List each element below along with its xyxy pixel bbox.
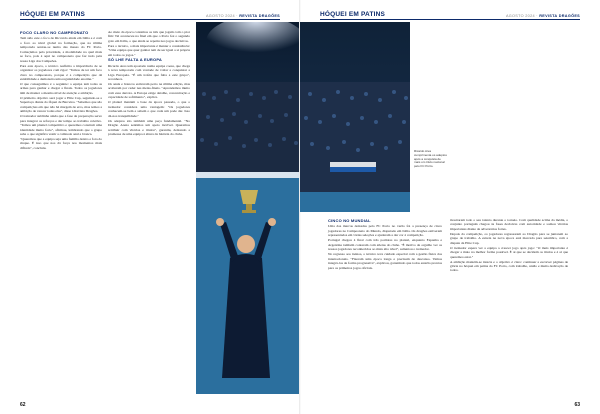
- left-column-1: [20, 30, 102, 151]
- paragraph: O que conseguimos é o seguinte: a equipa tem todas as armas para ganhar e chegar a finais. Todos os jogadores têm de manter o mesmo nível de atenção e ambição.: [20, 81, 102, 95]
- paragraph: O plantel mantém a base da época passada, o que o treinador considera uma vantagem: "Os jogadores conhecem-se bem e sabem o que cada um pode dar. Isso dá-nos tranquilidade.": [108, 100, 190, 118]
- right-column-1: [328, 218, 442, 270]
- arena-photo-right: [300, 22, 410, 212]
- left-column-2: [108, 30, 190, 137]
- paragraph: Uma das marcas deixadas pelo FC Porto no verão foi a presença de cinco jogadores no Campeonato do Mundo, disputado em Itália. Os dragões estiveram representados em várias seleções e ajudaram a dar cor à competição.: [328, 224, 442, 238]
- subheading: FOCO CLARO NO CAMPEONATO: [20, 30, 89, 35]
- paragraph: mostraram todo o seu talento durante o torneio. Com qualidade acima da média, o conjunto português chegou às fases decisivas com autoridade e somou vitórias importantes diante de adversários fortes.: [450, 218, 568, 231]
- paragraph: Ao meio da época contamos os três que jogam com o pior fim: Tal aconteceu na final em que o Porto fez o segundo golo em Itália, o que ainda se repetiu nos jogos decisivos.: [108, 30, 190, 43]
- paragraph: Portugal chegou à final com três portistas no plantel, enquanto Espanha e Argentina também contaram com atletas do clube. "É motivo de orgulho ver os nossos jogadores reconhecidos ao mais alto nível", salientou o treinador.: [328, 238, 442, 252]
- paragraph: O primeiro objetivo será jogar a Elite Cup, seguindo-se a Supertaça diante do Óquei de Barcelos. "Sabemos que são competições em que não há margem de erro, mas temos a ambição de vencer todas elas", disse à Revista Dragões.: [20, 95, 102, 114]
- section-tag: HÓQUEI EM PATINS: [20, 11, 86, 18]
- right-page: [300, 0, 600, 414]
- issue-label: AGOSTO 2024 · REVISTA DRAGÕES: [205, 14, 280, 18]
- right-header: [320, 8, 580, 18]
- header-rule: [20, 19, 280, 20]
- photo-caption: Ricardo Ares cumprimenta os adeptos após a conquista de mais um título nacional pelo FC Porto.: [414, 149, 447, 169]
- arena-photo-left: [196, 22, 300, 394]
- paragraph: Os adeptos são também uma peça fundamental. "No Dragão Arena sentimos um apoio incrível. Queremos retribuir com vitórias e títulos", garantiu, deixando a promessa de uma equipa à altura da história do clube.: [108, 118, 190, 136]
- arena-photo-art: [300, 22, 410, 212]
- arena-photo-art: [196, 22, 300, 394]
- paragraph: Ricardo Ares tem apostado numa equipa coesa, que chega à nova temporada com vontade de voltar a conquistar a Liga Europeia. "É um troféu que falta a este grupo", reconhece.: [108, 63, 190, 82]
- paragraph: Para esta época, o técnico reafirma a importância de se organizar os jogadores com rigor: "Temos de ter um foco claro no campeonato, porque é a competição que dá estabilidade e demonstra uma regularidade enorme.": [20, 63, 102, 82]
- paragraph: Os azuis e brancos estiveram perto na última edição, mas acabaram por ceder nas meias-finais. "Aprendemos muito com essa derrota. A Europa exige detalhe, concentração e capacidade de sofrimento", explica.: [108, 81, 190, 100]
- subheading: CINCO NO MUNDIAL: [328, 218, 371, 223]
- right-column-2: [450, 218, 568, 273]
- paragraph: Tem sido este o foco de Riccardo ainda em Itália e é com o foco ao nível global na formação, que na última temporada sentou-se numa das mesas do FC Porto. Começámos pela prioridade, a modalidade na qual mais se foca, pois é aqui no campeonato que faz tudo pela nossa Liga dos Campeões.: [20, 36, 102, 63]
- left-header: [20, 8, 280, 18]
- header-rule: [320, 19, 580, 20]
- paragraph: O treinador espera ver a equipa a crescer jogo após jogo: "O mais importante é chegar a maio na melhor forma possível. É aí que se decidem os títulos e é aí que queremos estar.": [450, 245, 568, 259]
- paragraph: No regresso aos treinos, o técnico teve cuidado especial com a gestão física dos internacionais. "Fizeram uma época longa e precisam de descanso. Vamos integrá-los de forma progressiva", explicou, garantindo que todos estarão prontos para os primeiros jogos oficiais.: [328, 252, 442, 270]
- subheading: SÓ LHE FALTA A EUROPA: [108, 57, 162, 63]
- paragraph: O treinador sublinha ainda que a fase de preparação serve para integrar os reforços e dar tempo ao trabalho coletivo. "Temos um plantel competitivo e queremos construir uma identidade muito forte", afirmou, lembrando que o grupo sabe o que significa vestir a camisola azul e branca.: [20, 114, 102, 136]
- page-number-right: 63: [574, 402, 580, 408]
- paragraph: A ambição mantém-se intacta e o objetivo é claro: continuar a escrever páginas de glória no hóquei em patins do FC Porto, com trabalho, união e muita dedicação de todos.: [450, 259, 568, 273]
- paragraph: "Queremos que a equipa seja uma família dentro e fora do rinque. É isso que nos dá força nos momentos mais difíceis", concluiu.: [20, 136, 102, 150]
- section-tag: HÓQUEI EM PATINS: [320, 11, 386, 18]
- paragraph: Depois da competição, os jogadores regressaram ao Dragão para se juntarem ao grupo de trabalho. A estreia na nova época está marcada para setembro, com a disputa da Elite Cup.: [450, 231, 568, 245]
- issue-label: AGOSTO 2024 · REVISTA DRAGÕES: [505, 14, 580, 18]
- paragraph: Para o técnico, o mais importante é manter a consistência: "Uma equipa que quer ganhar tem de ser igual a si própria em todos os jogos.": [108, 43, 190, 57]
- page-number-left: 62: [20, 402, 26, 408]
